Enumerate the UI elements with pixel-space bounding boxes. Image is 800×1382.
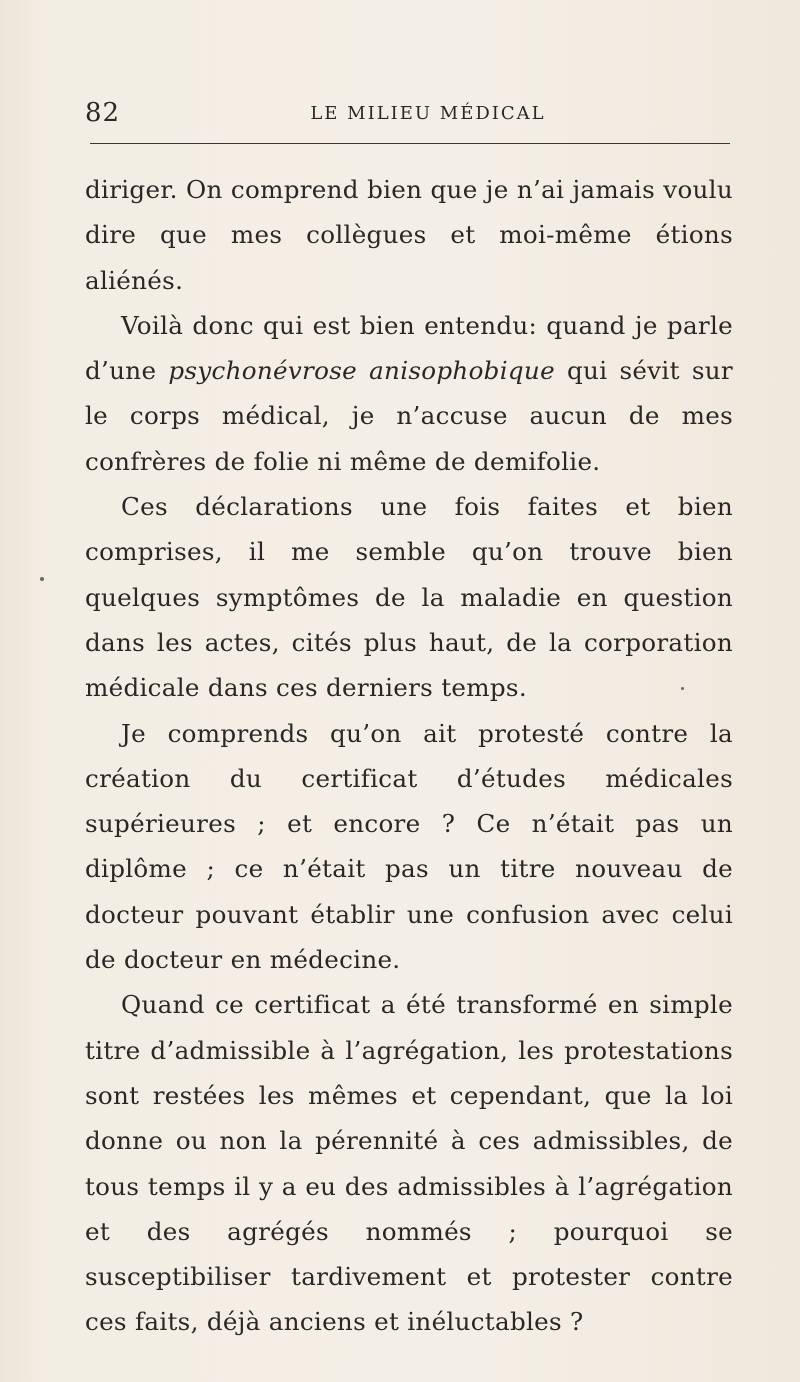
paragraph-1-text: diriger. On comprend bien que je n’ai jamais voulu dire que mes collègues et moi-même étions aliénés. xyxy=(85,175,733,295)
paper-speck xyxy=(681,687,684,690)
paper-speck xyxy=(40,577,44,581)
paragraph-2-text-end: qui sévit sur le corps médical, je n’accuse aucun de mes confrères de folie ni même de demifolie. xyxy=(85,356,733,476)
header-rule xyxy=(90,143,730,144)
paragraph-5 xyxy=(85,982,733,1344)
paragraph-3 xyxy=(85,484,733,710)
paragraph-1 xyxy=(85,167,733,303)
page-number: 82 xyxy=(85,98,121,128)
paragraph-4-text: Je comprends qu’on ait protesté contre la création du certificat d’études médicales supérieures ; et encore ? Ce n’était pas un diplôme ; ce n’était pas un titre nouveau de docteur pouvant établir une confusion avec celui de docteur en médecine. xyxy=(85,718,733,975)
paragraph-4 xyxy=(85,711,733,983)
page-header xyxy=(85,98,735,138)
paragraph-2 xyxy=(85,303,733,484)
body-text xyxy=(85,167,733,1345)
paragraph-5-text: Quand ce certificat a été transformé en simple titre d’admissible à l’agrégation, les protestations sont restées les mêmes et cependant, que la loi donne ou non la pérennité à ces admissibles, de tous temps il y a eu des admissibles à l’agrégation et des agrégés nommés ; pourquoi se susceptibiliser tardivement et protester contre ces faits, déjà anciens et inéluctables ? xyxy=(85,990,733,1337)
italic-term: psychonévrose anisophobique xyxy=(168,356,555,386)
running-title: LE MILIEU MÉDICAL xyxy=(310,103,546,124)
paragraph-2-text-start: Voilà donc qui est bien entendu: quand je parle d’une xyxy=(85,310,733,386)
paragraph-3-text: Ces déclarations une fois faites et bien comprises, il me semble qu’on trouve bien quelques symptômes de la maladie en question dans les actes, cités plus haut, de la corporation médicale dans ces derniers temps. xyxy=(85,492,733,703)
